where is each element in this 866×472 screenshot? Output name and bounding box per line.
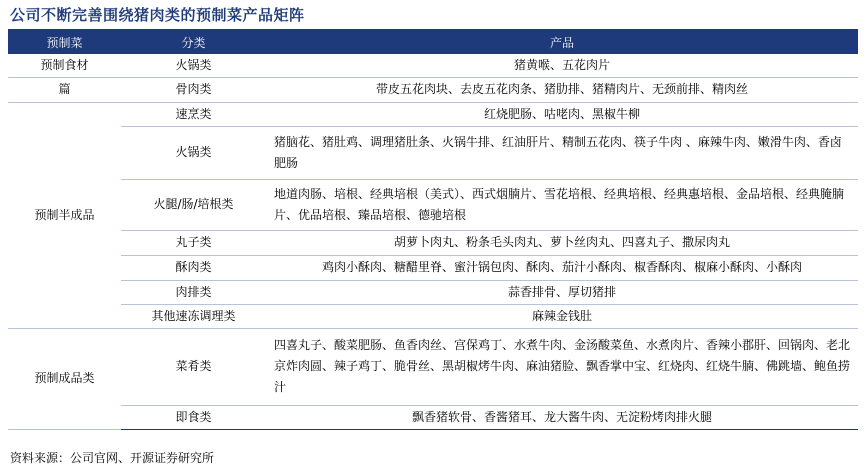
category-cell: 速烹类 bbox=[121, 102, 266, 126]
category-cell: 骨肉类 bbox=[121, 77, 266, 102]
products-cell: 红烧肥肠、咕咾肉、黑椒牛柳 bbox=[266, 102, 858, 126]
group-cell-pian: 篇 bbox=[8, 77, 121, 102]
table-row bbox=[8, 77, 858, 102]
product-matrix-table bbox=[8, 31, 858, 430]
header-category: 分类 bbox=[121, 31, 266, 54]
group-cell-finished: 预制成品类 bbox=[8, 328, 121, 429]
group-cell-ingredients: 预制食材 bbox=[8, 54, 121, 77]
table-row bbox=[8, 405, 858, 429]
table-row bbox=[8, 179, 858, 230]
page-title: 公司不断完善围绕猪肉类的预制菜产品矩阵 bbox=[10, 6, 305, 24]
products-cell: 鸡肉小酥肉、糖醋里脊、蜜汁锅包肉、酥肉、茄汁小酥肉、椒香酥肉、椒麻小酥肉、小酥肉 bbox=[266, 255, 858, 280]
table-row bbox=[8, 255, 858, 280]
header-products: 产品 bbox=[266, 31, 858, 54]
group-cell-semi-finished: 预制半成品 bbox=[8, 102, 121, 328]
table-row bbox=[8, 126, 858, 179]
header-prepared-dish: 预制菜 bbox=[8, 31, 121, 54]
table-row bbox=[8, 304, 858, 328]
category-cell: 酥肉类 bbox=[121, 255, 266, 280]
products-cell: 猪脑花、猪肚鸡、调理猪肚条、火锅牛排、红油肝片、精制五花肉、筷子牛肉 、麻辣牛肉、嫩滑牛肉、香卤肥肠 bbox=[266, 126, 858, 179]
source-note: 资料来源：公司官网、开源证券研究所 bbox=[10, 451, 215, 465]
category-cell: 丸子类 bbox=[121, 230, 266, 255]
category-cell: 火腿/肠/培根类 bbox=[121, 179, 266, 230]
products-cell: 飘香猪软骨、香酱猪耳、龙大酱牛肉、无淀粉烤肉排火腿 bbox=[266, 405, 858, 429]
category-cell: 肉排类 bbox=[121, 280, 266, 304]
products-cell: 带皮五花肉块、去皮五花肉条、猪肋排、猪精肉片、无颈前排、精肉丝 bbox=[266, 77, 858, 102]
table-row bbox=[8, 328, 858, 405]
products-cell: 胡萝卜肉丸、粉条毛头肉丸、萝卜丝肉丸、四喜丸子、撒尿肉丸 bbox=[266, 230, 858, 255]
category-cell: 火锅类 bbox=[121, 126, 266, 179]
products-cell: 四喜丸子、酸菜肥肠、鱼香肉丝、宫保鸡丁、水煮牛肉、金汤酸菜鱼、水煮肉片、香辣小郡肝、回锅肉、老北京炸肉圆、辣子鸡丁、脆骨丝、黑胡椒烤牛肉、麻油猪脸、飘香掌中宝、红烧肉、红烧牛腩、佛跳墙、鲍鱼捞汁 bbox=[266, 328, 858, 405]
products-cell: 猪黄喉、五花肉片 bbox=[266, 54, 858, 77]
table-header-row bbox=[8, 31, 858, 54]
table-row bbox=[8, 54, 858, 77]
products-cell: 地道肉肠、培根、经典培根（美式）、西式烟腩片、雪花培根、经典培根、经典惠培根、金品培根、经典腌腩片、优品培根、臻品培根、德驰培根 bbox=[266, 179, 858, 230]
table-row bbox=[8, 280, 858, 304]
table-row bbox=[8, 230, 858, 255]
category-cell: 即食类 bbox=[121, 405, 266, 429]
category-cell: 其他速冻调理类 bbox=[121, 304, 266, 328]
products-cell: 蒜香排骨、厚切猪排 bbox=[266, 280, 858, 304]
products-cell: 麻辣金钱肚 bbox=[266, 304, 858, 328]
category-cell: 菜肴类 bbox=[121, 328, 266, 405]
table-row bbox=[8, 102, 858, 126]
category-cell: 火锅类 bbox=[121, 54, 266, 77]
